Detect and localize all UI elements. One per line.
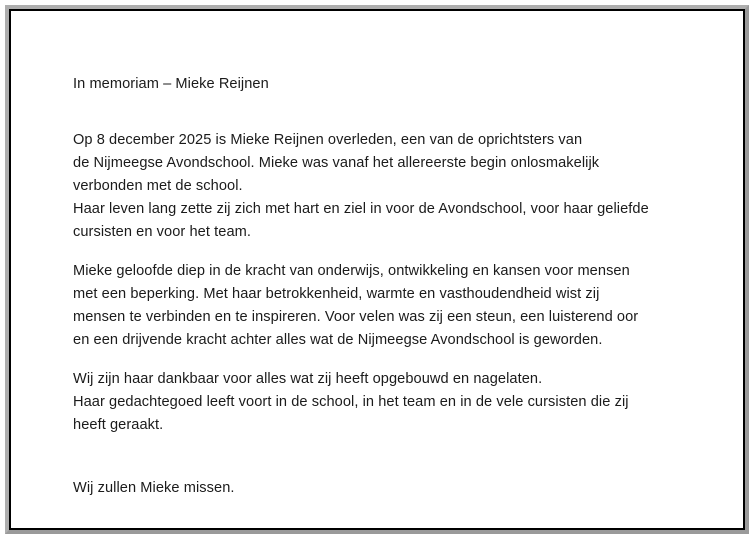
paragraph-2-line-4: en een drijvende kracht achter alles wat de Nijmeegse Avondschool is geworden. (73, 332, 603, 348)
document-page (9, 9, 745, 530)
paragraph-1-line-3: verbonden met de school. (73, 178, 243, 194)
paragraph-3-line-2: Haar gedachtegoed leeft voort in de school, in het team en in de vele cursisten die zij (73, 394, 629, 410)
paragraph-2 (73, 260, 681, 352)
document-body (73, 73, 681, 500)
paragraph-1-line-2: de Nijmeegse Avondschool. Mieke was vanaf het allereerste begin onlosmakelijk (73, 155, 600, 171)
paragraph-spacer-2 (73, 352, 681, 368)
paragraph-2-line-2: met een beperking. Met haar betrokkenheid, warmte en vasthoudendheid wist zij (73, 286, 600, 302)
page-title: In memoriam – Mieke Reijnen (73, 76, 269, 92)
paragraph-3-line-3: heeft geraakt. (73, 417, 164, 433)
paragraph-1-line-4: Haar leven lang zette zij zich met hart en ziel in voor de Avondschool, voor haar geliefde (73, 201, 649, 217)
paragraph-2-line-3: mensen te verbinden en te inspireren. Voor velen was zij een steun, een luisterend oor (73, 309, 639, 325)
paragraph-1-line-1: Op 8 december 2025 is Mieke Reijnen overleden, een van de oprichtsters van (73, 132, 583, 148)
paragraph-1-line-5: cursisten en voor het team. (73, 224, 251, 240)
document-frame (5, 5, 749, 534)
paragraph-2-line-1: Mieke geloofde diep in de kracht van onderwijs, ontwikkeling en kansen voor mensen (73, 263, 630, 279)
closing-line: Wij zullen Mieke missen. (73, 480, 235, 496)
closing-spacer (73, 437, 681, 477)
title-spacer (73, 96, 681, 129)
paragraph-spacer-1 (73, 244, 681, 260)
paragraph-3-line-1: Wij zijn haar dankbaar voor alles wat zij heeft opgebouwd en nagelaten. (73, 371, 543, 387)
paragraph-3 (73, 368, 681, 437)
paragraph-1 (73, 129, 681, 244)
